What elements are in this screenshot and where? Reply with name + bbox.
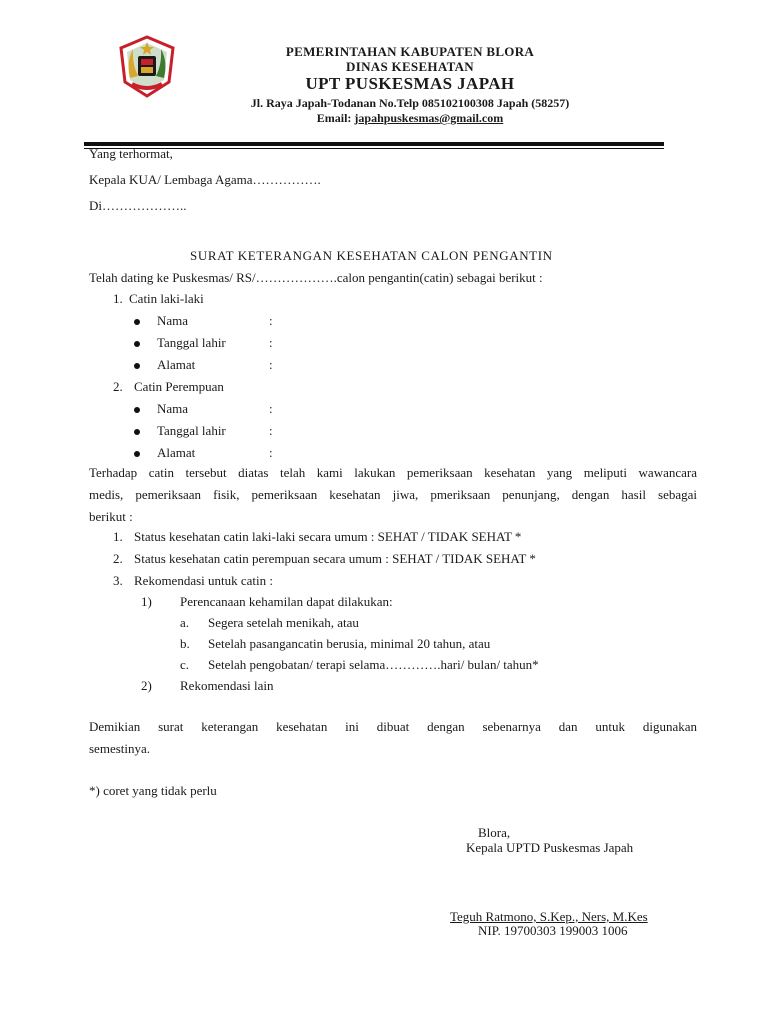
- bride-title: Catin Perempuan: [134, 379, 224, 394]
- result-number: 3.: [113, 573, 123, 588]
- sub-text: Segera setelah menikah, atau: [208, 615, 359, 630]
- closing-line: Demikian surat keterangan kesehatan ini dibuat dengan sebenarnya dan untuk digunakan: [89, 719, 697, 734]
- groom-field-sep: :: [269, 335, 273, 350]
- sub-text: Setelah pasangancatin berusia, minimal 20 tahun, atau: [208, 636, 491, 651]
- letterhead-email-line: [190, 111, 630, 126]
- exam-line: Terhadap catin tersebut diatas telah kami lakukan pemeriksaan kesehatan yang meliputi wawancara: [89, 465, 697, 480]
- letterhead-institution: UPT PUSKESMAS JAPAH: [305, 74, 515, 93]
- groom-field-label: Alamat: [157, 357, 196, 372]
- bullet-icon: [134, 363, 140, 369]
- recommendation-number: 1): [141, 594, 152, 609]
- email-link[interactable]: japahpuskesmas@gmail.com: [354, 111, 504, 125]
- bride-field-sep: :: [269, 401, 273, 416]
- bullet-icon: [134, 429, 140, 435]
- letterhead-address: Jl. Raya Japah-Todanan No.Telp 085102100308 Japah (58257): [250, 96, 570, 110]
- signature-place: Blora,: [478, 825, 511, 840]
- groom-title: Catin laki-laki: [129, 291, 204, 306]
- letterhead-government: PEMERINTAHAN KABUPATEN BLORA: [285, 44, 535, 59]
- greeting: Yang terhormat,: [89, 146, 173, 161]
- bride-number: 2.: [113, 379, 123, 394]
- result-number: 2.: [113, 551, 123, 566]
- sub-letter: c.: [180, 657, 190, 672]
- recipient: Kepala KUA/ Lembaga Agama…………….: [89, 172, 321, 187]
- groom-field-label: Tanggal lahir: [157, 335, 226, 350]
- bride-field-sep: :: [269, 445, 273, 460]
- closing-paragraph: [89, 716, 697, 760]
- recommendation-text: Rekomendasi lain: [180, 678, 274, 693]
- sub-letter: a.: [180, 615, 190, 630]
- recipient-place: Di………………..: [89, 198, 187, 213]
- regency-crest-logo: [116, 34, 178, 100]
- exam-line: berikut :: [89, 509, 133, 524]
- bride-field-label: Alamat: [157, 445, 196, 460]
- exam-line: medis, pemeriksaan fisik, pemeriksaan kesehatan jiwa, pmeriksaan penunjang, dengan hasil sebagai: [89, 487, 697, 502]
- bullet-icon: [134, 319, 140, 325]
- closing-line: semestinya.: [89, 741, 151, 756]
- sub-letter: b.: [180, 636, 190, 651]
- signature-position: Kepala UPTD Puskesmas Japah: [466, 840, 634, 855]
- document-title: SURAT KETERANGAN KESEHATAN CALON PENGANTIN: [190, 248, 553, 263]
- recommendation-number: 2): [141, 678, 152, 693]
- intro-text: Telah dating ke Puskesmas/ RS/……………….calon pengantin(catin) sebagai berikut :: [89, 270, 543, 285]
- bullet-icon: [134, 451, 140, 457]
- groom-number: 1.: [113, 291, 123, 306]
- bullet-icon: [134, 407, 140, 413]
- result-number: 1.: [113, 529, 123, 544]
- footnote: *) coret yang tidak perlu: [89, 783, 217, 798]
- groom-field-sep: :: [269, 357, 273, 372]
- recommendation-text: Perencanaan kehamilan dapat dilakukan:: [180, 594, 393, 609]
- groom-field-label: Nama: [157, 313, 189, 328]
- bride-field-sep: :: [269, 423, 273, 438]
- email-label: Email:: [316, 111, 355, 125]
- signature-nip: NIP. 19700303 199003 1006: [478, 923, 628, 938]
- letterhead-department: DINAS KESEHATAN: [346, 59, 474, 74]
- signature-name: Teguh Ratmono, S.Kep., Ners, M.Kes: [450, 909, 648, 924]
- bride-field-label: Tanggal lahir: [157, 423, 226, 438]
- groom-field-sep: :: [269, 313, 273, 328]
- result-text: Rekomendasi untuk catin :: [134, 573, 274, 588]
- result-text: Status kesehatan catin laki-laki secara umum : SEHAT / TIDAK SEHAT *: [134, 529, 522, 544]
- exam-paragraph: [89, 462, 697, 528]
- bullet-icon: [134, 341, 140, 347]
- result-text: Status kesehatan catin perempuan secara umum : SEHAT / TIDAK SEHAT *: [134, 551, 536, 566]
- bride-field-label: Nama: [157, 401, 189, 416]
- sub-text: Setelah pengobatan/ terapi selama………….hari/ bulan/ tahun*: [208, 657, 539, 672]
